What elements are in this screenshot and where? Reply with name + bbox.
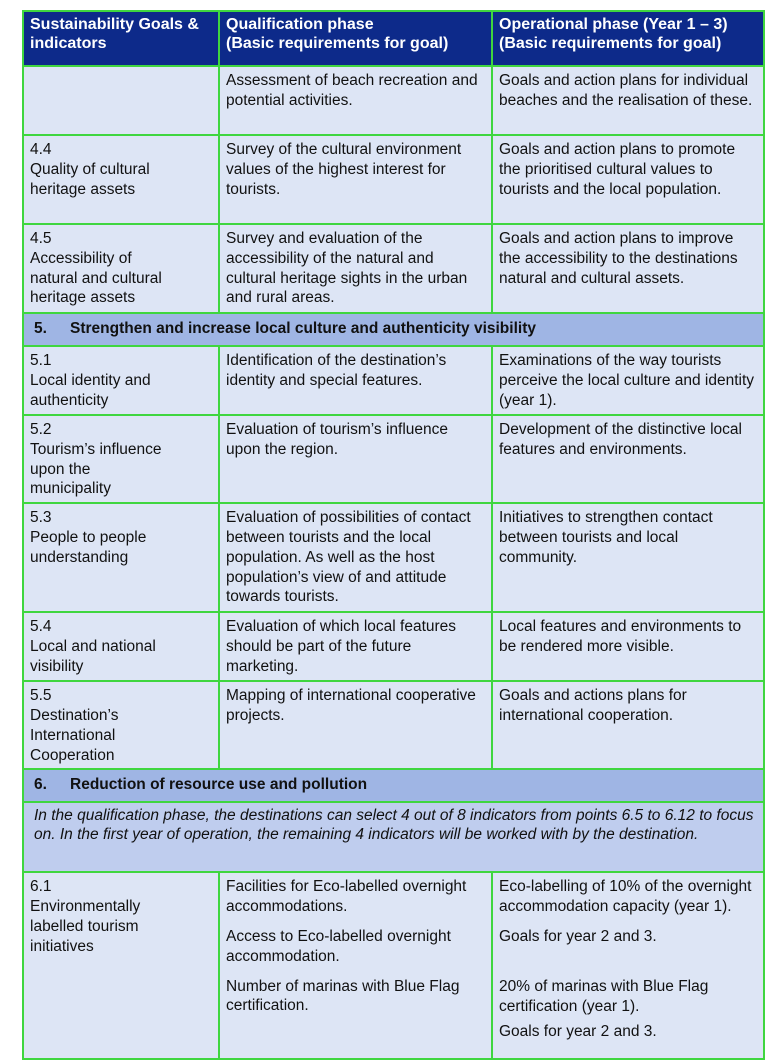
goal-number: 4.5 (30, 230, 52, 247)
qualification-cell: Evaluation of possibilities of contact between tourists and the local population. As well as the host population’s view of and attitude towards tourists. (219, 503, 492, 612)
operational-cell: Initiatives to strengthen contact between tourists and local community. (492, 503, 764, 612)
table-row (23, 135, 764, 224)
note-row (23, 802, 764, 872)
header-qualification (219, 11, 492, 66)
goal-cell (23, 135, 219, 224)
header-operational (492, 11, 764, 66)
goal-cell (23, 346, 219, 415)
goal-number: 5.1 (30, 352, 52, 369)
qualification-cell: Survey of the cultural environment values of the highest interest for tourists. (219, 135, 492, 224)
section-number: 6. (34, 776, 47, 794)
operational-item: Goals for year 2 and 3. (499, 1023, 657, 1041)
header-qualification-title: Qualification phase (226, 16, 374, 33)
operational-item: 20% of marinas with Blue Flag certification (year 1). (499, 977, 709, 1015)
section-row (23, 769, 764, 802)
goal-label: Accessibility of natural and cultural heritage assets (30, 249, 162, 307)
qualification-item: Access to Eco-labelled overnight accommodation. (226, 927, 451, 965)
table-row (23, 346, 764, 415)
section-row (23, 313, 764, 346)
qualification-item: Number of marinas with Blue Flag certification. (226, 977, 460, 1015)
operational-cell: Goals and actions plans for international cooperation. (492, 681, 764, 769)
section-number: 5. (34, 320, 47, 337)
goal-cell (23, 612, 219, 681)
operational-item: Eco-labelling of 10% of the overnight accommodation capacity (year 1). (499, 878, 752, 916)
table-row (23, 224, 764, 313)
operational-cell (492, 872, 764, 1059)
goal-cell (23, 872, 219, 1059)
goal-label: Local and national visibility (30, 637, 156, 675)
operational-cell: Goals and action plans to promote the prioritised cultural values to tourists and the local population. (492, 135, 764, 224)
operational-cell: Goals and action plans for individual beaches and the realisation of these. (492, 66, 764, 135)
goal-label: Destination’s International Cooperation (30, 706, 119, 764)
table-row (23, 681, 764, 769)
table-row (23, 66, 764, 135)
goal-number: 5.4 (30, 618, 52, 636)
goal-label: Environmentally labelled tourism initiatives (30, 898, 141, 955)
operational-cell: Development of the distinctive local features and environments. (492, 415, 764, 503)
goal-cell (23, 224, 219, 313)
section-title: Reduction of resource use and pollution (70, 776, 368, 794)
table-row (23, 612, 764, 681)
qualification-cell: Assessment of beach recreation and potential activities. (219, 66, 492, 135)
qualification-cell: Mapping of international cooperative projects. (219, 681, 492, 769)
operational-cell: Goals and action plans to improve the accessibility to the destinations natural and cultural assets. (492, 224, 764, 313)
operational-cell: Examinations of the way tourists perceive the local culture and identity (year 1). (492, 346, 764, 415)
qualification-cell (219, 872, 492, 1059)
goal-label: Local identity and authenticity (30, 371, 151, 409)
header-operational-sub: (Basic requirements for goal) (499, 35, 722, 52)
sustainability-table (22, 10, 765, 1060)
header-goals: Sustainability Goals & indicators (23, 11, 219, 66)
qualification-item: Facilities for Eco-labelled overnight accommodations. (226, 878, 467, 916)
table-row (23, 872, 764, 1059)
section-title: Strengthen and increase local culture and authenticity visibility (70, 320, 536, 337)
header-operational-title: Operational phase (Year 1 – 3) (499, 16, 728, 33)
operational-item: Goals for year 2 and 3. (499, 927, 657, 945)
goal-label: Tourism’s influence upon the municipality (30, 440, 162, 498)
goal-label: People to people understanding (30, 528, 147, 566)
table-header-row (23, 11, 764, 66)
goal-cell (23, 681, 219, 769)
qualification-cell: Evaluation of which local features should be part of the future marketing. (219, 612, 492, 681)
qualification-cell: Identification of the destination’s identity and special features. (219, 346, 492, 415)
table-row (23, 503, 764, 612)
goal-number: 4.4 (30, 141, 52, 158)
qualification-cell: Survey and evaluation of the accessibility of the natural and cultural heritage sights in the urban and rural areas. (219, 224, 492, 313)
goal-number: 5.2 (30, 421, 52, 438)
operational-cell: Local features and environments to be rendered more visible. (492, 612, 764, 681)
goal-cell (23, 66, 219, 135)
table-row (23, 415, 764, 503)
goal-cell (23, 415, 219, 503)
goal-number: 6.1 (30, 878, 52, 896)
qualification-cell: Evaluation of tourism’s influence upon the region. (219, 415, 492, 503)
goal-label: Quality of cultural heritage assets (30, 160, 150, 198)
section-heading (23, 313, 764, 346)
section-note: In the qualification phase, the destinations can select 4 out of 8 indicators from points 6.5 to 6.12 to focus on. In the first year of operation, the remaining 4 indicators will be worked with by the destination. (23, 802, 764, 872)
goal-number: 5.3 (30, 509, 52, 527)
header-qualification-sub: (Basic requirements for goal) (226, 35, 449, 52)
section-heading (23, 769, 764, 802)
goal-number: 5.5 (30, 687, 52, 705)
goal-cell (23, 503, 219, 612)
indicator-table-page (22, 10, 763, 1060)
